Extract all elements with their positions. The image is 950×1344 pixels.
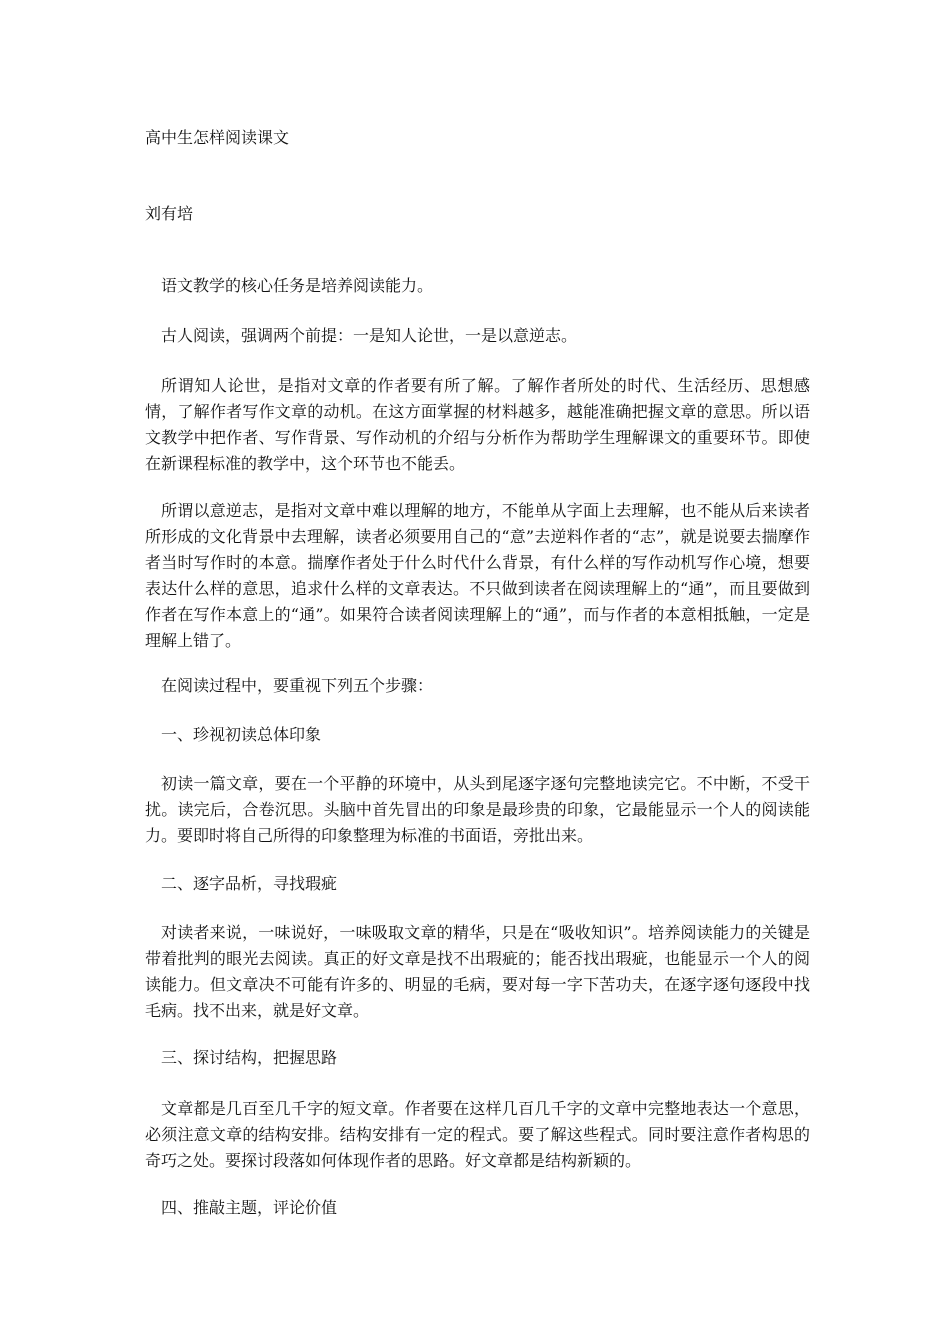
paragraph: 古人阅读，强调两个前提：一是知人论世，一是以意逆志。 [161, 326, 578, 345]
document-author: 刘有培 [145, 204, 194, 223]
section-heading: 四、推敲主题，评论价值 [161, 1198, 338, 1217]
paragraph: 语文教学的核心任务是培养阅读能力。 [161, 276, 434, 295]
paragraph: 文章都是几百至几千字的短文章。作者要在这样几百几千字的文章中完整地表达一个意思，必须注意文章的结构安排。结构安排有一定的程式。要了解这些程式。同时要注意作者构思的奇巧之处。要探讨段落如何体现作者的思路。好文章都是结构新颖的。 [145, 1099, 810, 1170]
paragraph: 对读者来说，一味说好，一味吸取文章的精华，只是在“吸收知识”。培养阅读能力的关键是带着批判的眼光去阅读。真正的好文章是找不出瑕疵的；能否找出瑕疵，也能显示一个人的阅读能力。但文章决不可能有许多的、明显的毛病，要对每一字下苦功夫，在逐字逐句逐段中找毛病。找不出来，就是好文章。 [145, 923, 810, 1020]
paragraph: 初读一篇文章，要在一个平静的环境中，从头到尾逐字逐句完整地读完它。不中断，不受干扰。读完后，合卷沉思。头脑中首先冒出的印象是最珍贵的印象，它最能显示一个人的阅读能力。要即时将自己所得的印象整理为标准的书面语，旁批出来。 [145, 774, 810, 845]
section-heading: 二、逐字品析，寻找瑕疵 [161, 874, 338, 893]
document-title: 高中生怎样阅读课文 [145, 128, 290, 147]
paragraph: 所谓以意逆志，是指对文章中难以理解的地方，不能单从字面上去理解，也不能从后来读者所形成的文化背景中去理解，读者必须要用自己的“意”去逆料作者的“志”，就是说要去揣摩作者当时写作时的本意。揣摩作者处于什么时代什么背景，有什么样的写作动机写作心境，想要表达什么样的意思，追求什么样的文章表达。不只做到读者在阅读理解上的“通”，而且要做到作者在写作本意上的“通”。如果符合读者阅读理解上的“通”，而与作者的本意相抵触，一定是理解上错了。 [145, 501, 810, 650]
section-heading: 一、珍视初读总体印象 [161, 725, 322, 744]
section-heading: 三、探讨结构，把握思路 [161, 1048, 338, 1067]
paragraph: 所谓知人论世，是指对文章的作者要有所了解。了解作者所处的时代、生活经历、思想感情，了解作者写作文章的动机。在这方面掌握的材料越多，越能准确把握文章的意思。所以语文教学中把作者、写作背景、写作动机的介绍与分析作为帮助学生理解课文的重要环节。即使在新课程标准的教学中，这个环节也不能丢。 [145, 376, 810, 473]
paragraph: 在阅读过程中，要重视下列五个步骤： [161, 676, 434, 695]
